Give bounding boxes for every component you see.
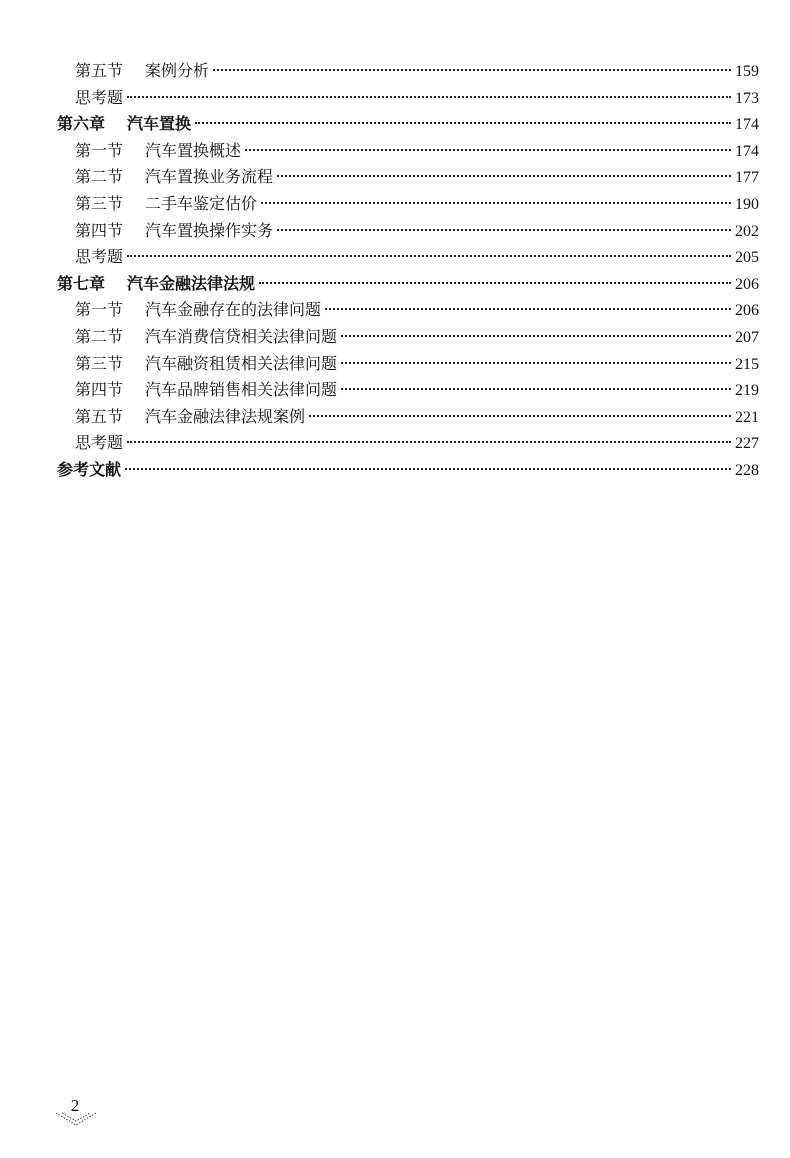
toc-entry-number: 第四节	[75, 380, 124, 400]
toc-entry-label	[57, 430, 123, 457]
dot-leader	[309, 415, 731, 417]
toc-entry-section	[57, 377, 759, 404]
toc-entry-title: 汽车置换概述	[145, 140, 242, 160]
toc-entry-page: 206	[735, 275, 759, 293]
toc-entry-chapter	[57, 271, 759, 298]
toc-entry-label	[57, 457, 121, 484]
dot-leader	[341, 335, 731, 337]
toc-entry-title: 二手车鉴定估价	[145, 193, 258, 213]
toc-entry-number: 第二节	[75, 167, 124, 187]
toc-entry-page: 219	[735, 382, 759, 400]
toc-entry-number: 第七章	[57, 273, 106, 293]
toc-entry-number: 第二节	[75, 326, 124, 346]
toc-entry-label	[57, 218, 273, 245]
toc-entry-title: 汽车融资租赁相关法律问题	[145, 353, 338, 373]
toc-entry-label	[57, 111, 191, 138]
toc-entry-page: 173	[735, 89, 759, 107]
toc-entry-question	[57, 244, 759, 271]
toc-entry-label	[57, 58, 209, 85]
toc-entry-section	[57, 297, 759, 324]
toc-entry-reference	[57, 457, 759, 484]
toc-entry-page: 159	[735, 63, 759, 80]
toc-entry-number: 第一节	[75, 140, 124, 160]
toc-entry-label	[57, 85, 123, 112]
dot-leader	[341, 388, 731, 390]
toc-entry-page: 227	[735, 435, 759, 453]
toc-entry-section	[57, 404, 759, 431]
toc-entry-number: 第四节	[75, 220, 124, 240]
toc-entry-chapter	[57, 111, 759, 138]
dot-leader	[341, 362, 731, 364]
dot-leader	[261, 202, 731, 204]
toc-entry-label	[57, 191, 257, 218]
toc-entry-section	[57, 218, 759, 245]
toc-entry-label	[57, 377, 337, 404]
toc-entry-number: 第六章	[57, 114, 106, 134]
toc-entry-number: 第三节	[75, 193, 124, 213]
dot-leader	[259, 282, 731, 284]
toc-entry-section	[57, 138, 759, 165]
dot-leader	[213, 69, 731, 71]
toc-entry-label	[57, 138, 241, 165]
toc-entry-page: 174	[735, 116, 759, 134]
toc-entry-number: 第五节	[75, 61, 124, 80]
toc-entry-title: 汽车置换操作实务	[145, 220, 274, 240]
dot-leader	[277, 229, 731, 231]
toc-entry-page: 228	[735, 461, 759, 479]
toc-entry-title: 汽车金融存在的法律问题	[145, 300, 322, 320]
dot-leader	[245, 149, 731, 151]
toc-entry-label	[57, 244, 123, 271]
toc-entry-label	[57, 297, 321, 324]
dot-leader	[127, 96, 731, 98]
dot-leader	[125, 468, 731, 470]
toc-entry-title: 思考题	[75, 247, 124, 267]
toc-entry-section	[57, 324, 759, 351]
table-of-contents	[57, 58, 759, 484]
toc-entry-label	[57, 404, 305, 431]
toc-entry-page: 205	[735, 249, 759, 267]
toc-entry-label	[57, 164, 273, 191]
toc-entry-label	[57, 271, 255, 298]
toc-entry-title: 汽车置换	[127, 114, 192, 134]
dot-leader	[127, 255, 731, 257]
dot-leader	[325, 308, 731, 310]
dot-leader	[195, 122, 731, 124]
toc-entry-title: 汽车金融法律法规案例	[145, 406, 306, 426]
dot-leader	[127, 441, 731, 443]
page-footer	[60, 1096, 100, 1132]
toc-entry-number: 第五节	[75, 406, 124, 426]
toc-entry-section	[57, 164, 759, 191]
page-number: 2	[70, 1096, 80, 1115]
toc-entry-title: 汽车置换业务流程	[145, 167, 274, 187]
toc-entry-section	[57, 191, 759, 218]
toc-entry-section	[57, 351, 759, 378]
toc-entry-label	[57, 351, 337, 378]
toc-entry-title: 思考题	[75, 433, 124, 453]
toc-entry-page: 206	[735, 302, 759, 320]
toc-entry-page: 202	[735, 222, 759, 240]
toc-entry-page: 190	[735, 195, 759, 213]
toc-entry-title: 汽车金融法律法规	[127, 273, 256, 293]
toc-entry-page: 174	[735, 142, 759, 160]
chevron-ornament-icon	[54, 1110, 98, 1128]
toc-entry-title: 汽车消费信贷相关法律问题	[145, 326, 338, 346]
toc-entry-section	[57, 58, 759, 85]
toc-entry-title: 案例分析	[145, 61, 210, 80]
dot-leader	[277, 175, 731, 177]
toc-entry-page: 177	[735, 169, 759, 187]
toc-entry-question	[57, 430, 759, 457]
toc-entry-page: 215	[735, 355, 759, 373]
toc-entry-page: 207	[735, 328, 759, 346]
toc-entry-label	[57, 324, 337, 351]
toc-entry-question	[57, 85, 759, 112]
toc-entry-title: 汽车品牌销售相关法律问题	[145, 380, 338, 400]
toc-entry-title: 参考文献	[57, 459, 122, 479]
toc-entry-number: 第三节	[75, 353, 124, 373]
toc-entry-page: 221	[735, 408, 759, 426]
toc-entry-number: 第一节	[75, 300, 124, 320]
toc-entry-title: 思考题	[75, 87, 124, 107]
